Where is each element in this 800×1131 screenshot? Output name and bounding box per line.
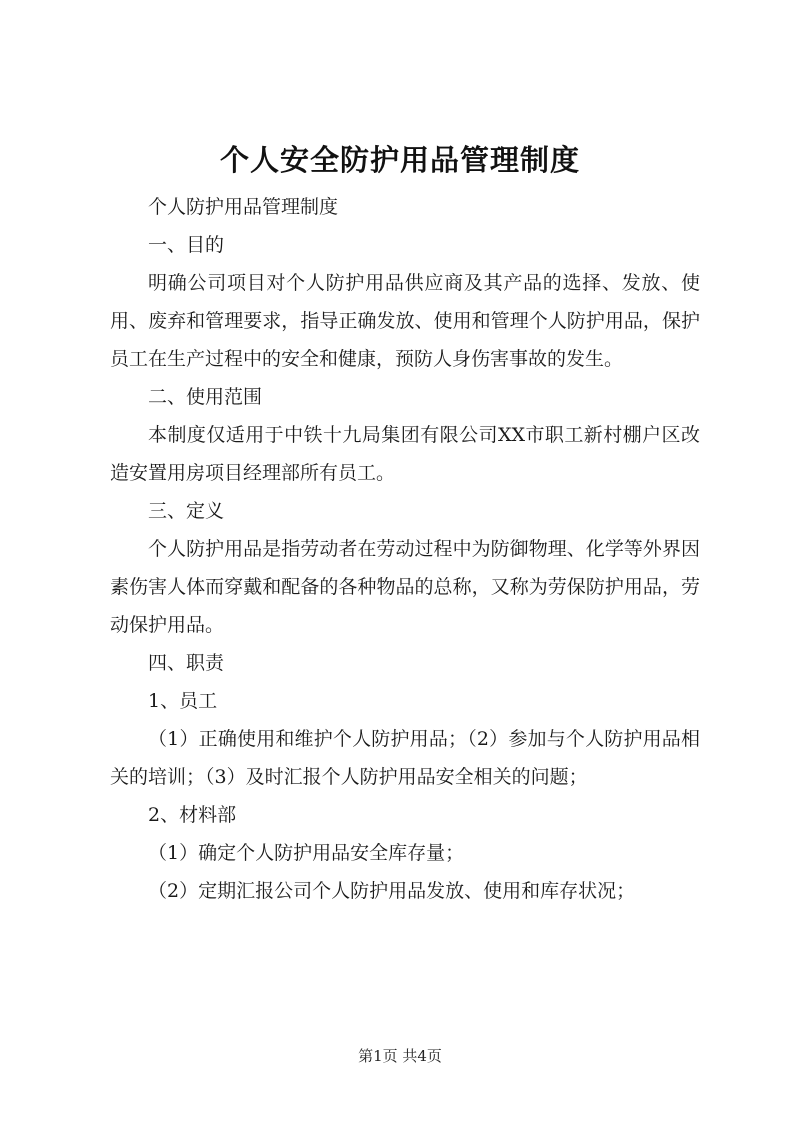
section-heading-purpose: 一、目的 — [148, 234, 225, 256]
paragraph-purpose: 明确公司项目对个人防护用品供应商及其产品的选择、发放、使用、废弃和管理要求，指导正确发放、使用和管理个人防护用品，保护员工在生产过程中的安全和健康，预防人身伤害事故的发生。 — [110, 272, 700, 370]
page-footer: 第1页 共4页 — [358, 1047, 442, 1065]
subheading-materials-dept: 2、材料部 — [148, 804, 237, 826]
section-heading-responsibilities: 四、职责 — [148, 652, 225, 674]
paragraph-materials-duty-1: （1）确定个人防护用品安全库存量； — [148, 842, 465, 864]
paragraph-scope: 本制度仅适用于中铁十九局集团有限公司XX市职工新村棚户区改造安置用房项目经理部所有员工。 — [110, 424, 700, 484]
document-title: 个人安全防护用品管理制度 — [219, 143, 580, 177]
paragraph-employee-duties: （1）正确使用和维护个人防护用品；（2）参加与个人防护用品相关的培训；（3）及时汇报个人防护用品安全相关的问题； — [110, 728, 700, 788]
paragraph-materials-duty-2: （2）定期汇报公司个人防护用品发放、使用和库存状况； — [148, 880, 636, 902]
paragraph-definition: 个人防护用品是指劳动者在劳动过程中为防御物理、化学等外界因素伤害人体而穿戴和配备的各种物品的总称，又称为劳保防护用品，劳动保护用品。 — [110, 538, 700, 636]
section-heading-definition: 三、定义 — [148, 500, 225, 522]
section-heading-scope: 二、使用范围 — [148, 386, 263, 408]
subheading-employees: 1、员工 — [148, 690, 218, 712]
subtitle-paragraph: 个人防护用品管理制度 — [148, 196, 339, 218]
document-body — [110, 188, 700, 910]
